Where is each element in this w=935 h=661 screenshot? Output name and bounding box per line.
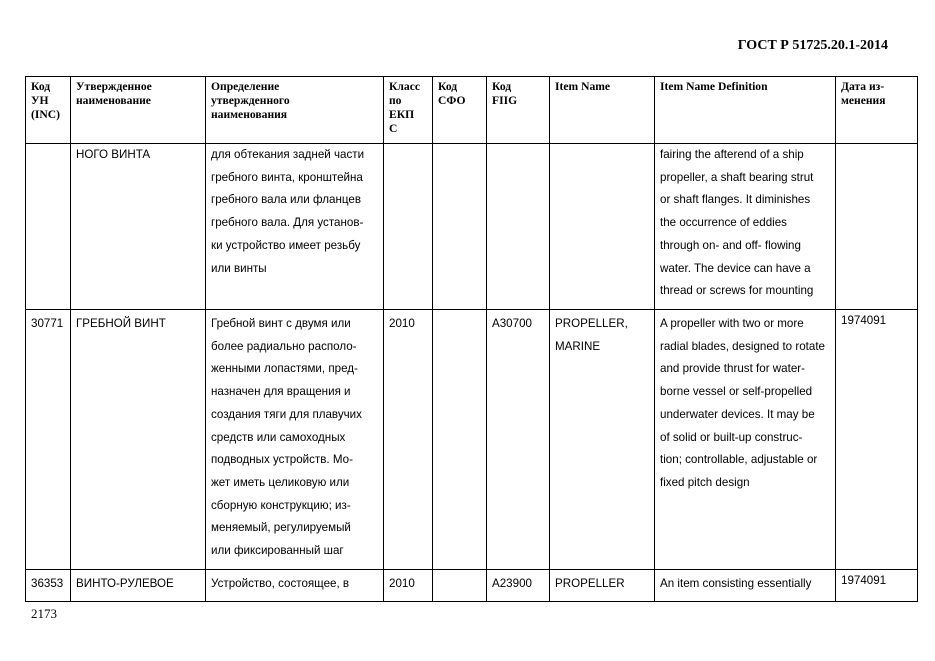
page-number: 2173 [31,606,57,621]
table-header-row [26,77,918,144]
cell-name: ВИНТО-РУЛЕВОЕ [71,570,206,602]
col-header-class: Класс по ЕКП С [384,77,433,144]
col-header-change-date: Дата из- менения [836,77,918,144]
cell-class: 2010 [384,570,433,602]
cell-date [836,144,918,310]
cell-date: 1974091 [836,310,918,570]
col-header-item-name: Item Name [550,77,655,144]
col-header-fiig: Код FIIG [487,77,550,144]
col-header-sfo: Код СФО [433,77,487,144]
cell-inc: 36353 [26,570,71,602]
cell-sfo [433,310,487,570]
cell-definition: Устройство, состоящее, в [206,570,384,602]
cell-item-definition: fairing the afterend of a ship propeller, a shaft bearing strut or shaft flanges. It diminishes the occurrence of eddies through on- and off- flowing water. The device can have a thread or screws for mounting [655,144,836,310]
cell-name: НОГО ВИНТА [71,144,206,310]
cell-item-name: PROPELLER, MARINE [550,310,655,570]
cell-item-name [550,144,655,310]
data-table [25,76,918,602]
cell-class [384,144,433,310]
col-header-inc: Код УН (INC) [26,77,71,144]
table-row [26,570,918,602]
cell-definition: для обтекания задней части гребного винта, кронштейна гребного вала или фланцев гребного вала. Для установ- ки устройство имеет резьбу или винты [206,144,384,310]
cell-date: 1974091 [836,570,918,602]
cell-sfo [433,144,487,310]
cell-inc [26,144,71,310]
cell-name: ГРЕБНОЙ ВИНТ [71,310,206,570]
cell-class: 2010 [384,310,433,570]
table-row [26,144,918,310]
col-header-item-name-definition: Item Name Definition [655,77,836,144]
cell-fiig: A23900 [487,570,550,602]
col-header-approved-name: Утвержденное наименование [71,77,206,144]
cell-definition: Гребной винт с двумя или более радиально располо- женными лопастями, пред- назначен для вращения и создания тяги для плавучих средств или самоходных подводных устройств. Мо- жет иметь целиковую или сборную конструкцию; из- меняемый, регулируемый или фиксированный шаг [206,310,384,570]
cell-item-name: PROPELLER [550,570,655,602]
col-header-definition: Определение утвержденного наименования [206,77,384,144]
cell-item-definition: An item consisting essentially [655,570,836,602]
cell-item-definition: A propeller with two or more radial blades, designed to rotate and provide thrust for water- borne vessel or self-propelled underwater devices. It may be of solid or built-up construc- tion; controllable, adjustable or fixed pitch design [655,310,836,570]
cell-inc: 30771 [26,310,71,570]
standard-header: ГОСТ Р 51725.20.1-2014 [737,38,888,53]
cell-sfo [433,570,487,602]
table-row [26,310,918,570]
cell-fiig [487,144,550,310]
cell-fiig: A30700 [487,310,550,570]
